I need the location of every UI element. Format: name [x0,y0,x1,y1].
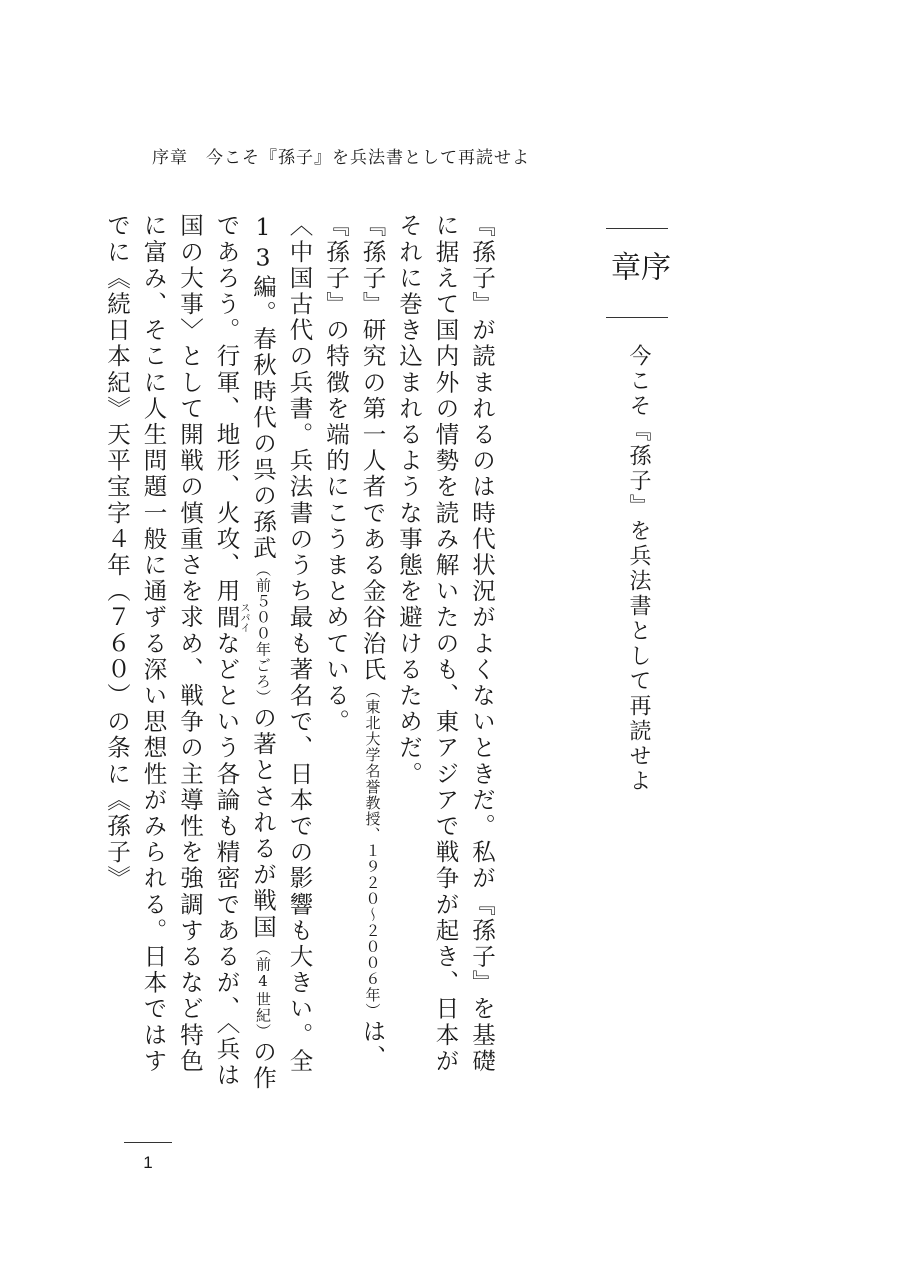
paragraph-3 [99,213,318,1093]
paragraph-3-text-a: 〈中国古代の兵書。兵法書のうち最も著名で、日本での影響も大きい。全13編。春秋時代の呉の孫武 [249,213,314,1075]
chapter-top-rule [606,228,668,229]
ruby-base: 間 [212,602,241,633]
chapter-label: 序章 [605,251,670,285]
paragraph-2-text-b: は、『孫子』の特徴を端的にこうまとめている。 [322,213,387,1072]
body-text [103,213,500,1093]
footer-rule [124,1142,172,1143]
paragraph-2-note: （東北大学名誉教授、１９２０〜２００６年） [363,682,382,1019]
running-head-chapter: 序章 [152,148,188,168]
running-head-title: 今こそ『孫子』を兵法書として再読せよ [206,148,530,168]
paragraph-2 [318,213,391,1093]
paragraph-2-text-a: 『孫子』研究の第一人者である金谷治氏 [358,213,387,683]
ruby-text: スパイ [238,602,249,633]
ruby-spy [212,602,249,633]
chapter-heading [606,228,668,794]
paragraph-3-text-d: などという各論も精密であるが、〈兵は国の大事〉として開戦の慎重さを求め、戦争の主導性を強調するなど特色に富み、そこに人生問題一般に通ずる深い思想性がみられる。日本ではすでに《続日本紀》天平宝字４年（７６０）の条に《孫子》 [103,213,241,1089]
chapter-title: 今こそ『孫子』を兵法書として再読せよ [626,344,651,794]
page-number: 1 [143,1153,153,1172]
paragraph-3-text-b: の著とされるが戦国 [249,705,277,941]
running-head [152,143,530,168]
paragraph-3-note-1: （前５００年ごろ） [254,561,272,706]
paragraph-3-text-c: の作であろう。行軍、地形、火攻、用 [212,213,277,1092]
chapter-bottom-rule [606,317,668,318]
paragraph-3-note-2: （前4世紀） [254,940,272,1040]
paragraph-1: 『孫子』が読まれるのは時代状況がよくないときだ。私が『孫子』を基礎に据えて国内外の情勢を読み解いたのも、東アジアで戦争が起き、日本がそれに巻き込まれるような事態を避けるためだ。 [395,213,496,1075]
